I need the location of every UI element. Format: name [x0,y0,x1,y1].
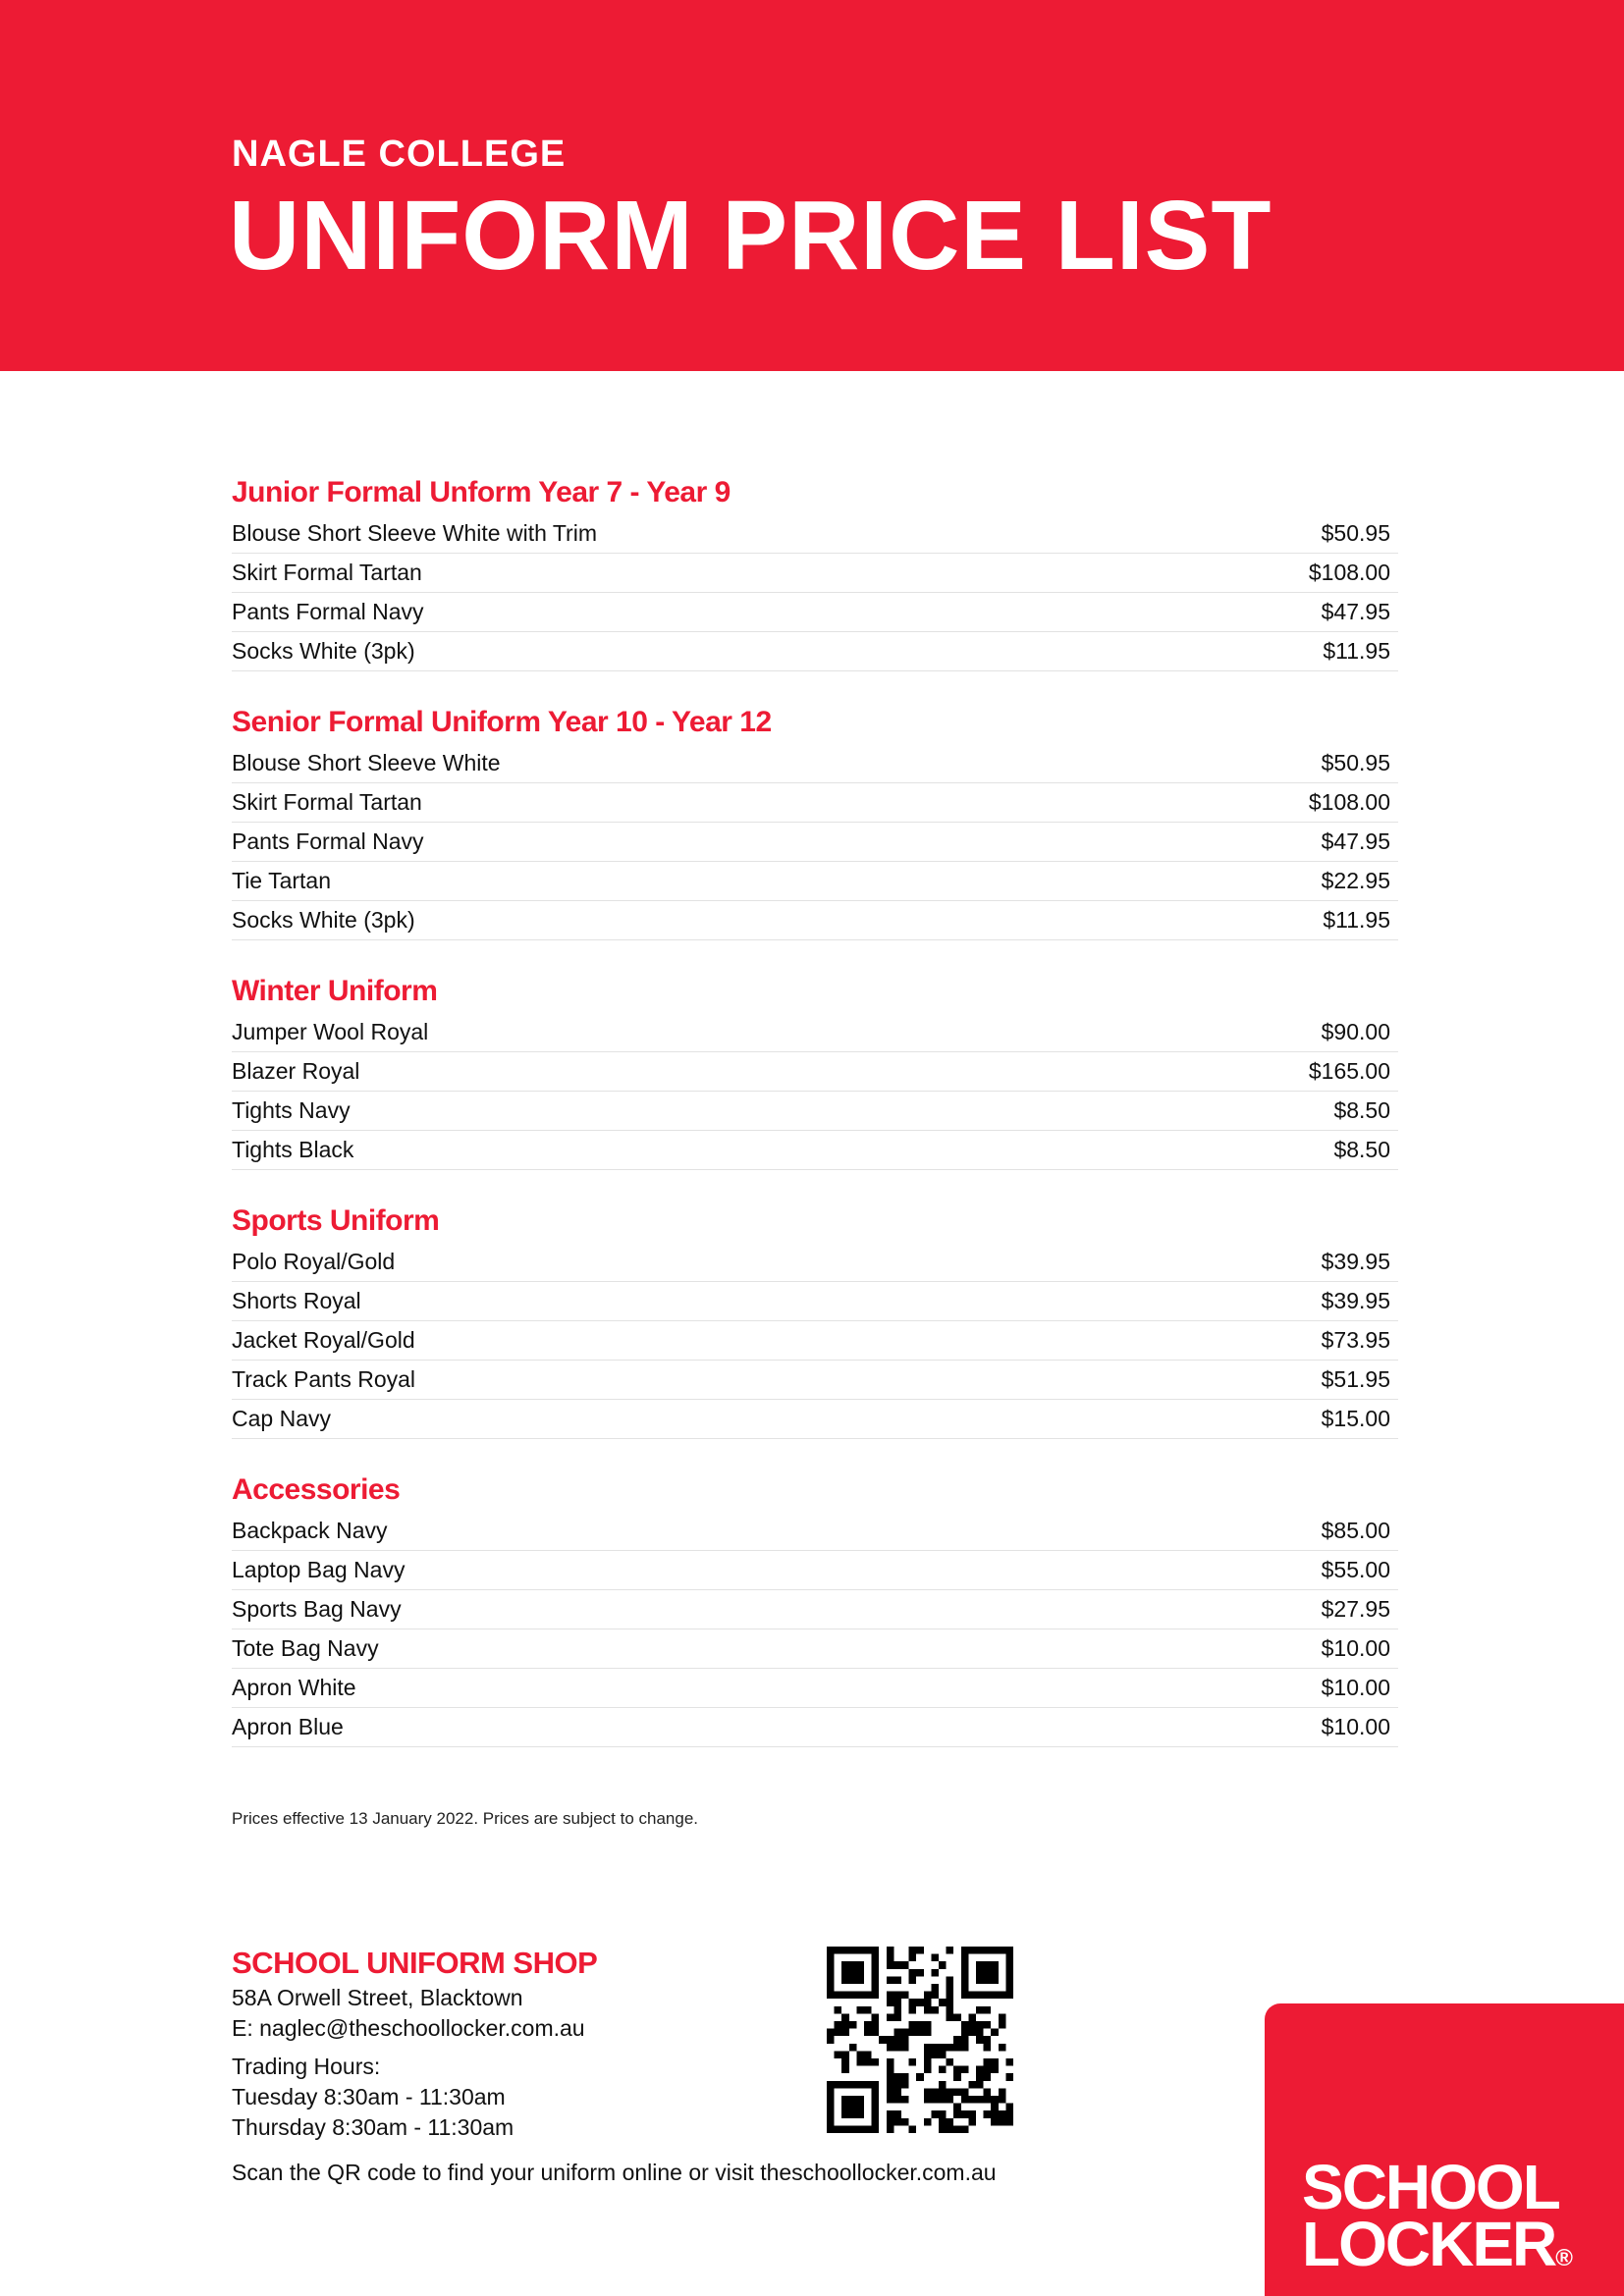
school-name: NAGLE COLLEGE [232,133,567,175]
item-price: $10.00 [1321,1714,1390,1739]
item-price: $11.95 [1323,907,1390,933]
item-price: $39.95 [1321,1288,1390,1313]
price-row [232,783,1398,823]
item-name: Laptop Bag Navy [232,1557,406,1582]
price-row [232,554,1398,593]
price-row [232,1282,1398,1321]
price-row [232,1361,1398,1400]
header-banner [0,0,1624,371]
item-name: Track Pants Royal [232,1366,416,1392]
item-price: $47.95 [1321,599,1390,624]
item-price: $10.00 [1321,1675,1390,1700]
item-price: $90.00 [1321,1019,1390,1044]
price-row [232,632,1398,671]
item-price: $73.95 [1321,1327,1390,1353]
price-row [232,593,1398,632]
price-section [232,471,1398,671]
item-price: $165.00 [1308,1058,1390,1084]
item-price: $50.95 [1321,520,1390,546]
price-row [232,1321,1398,1361]
item-name: Shorts Royal [232,1288,361,1313]
item-price: $8.50 [1333,1097,1390,1123]
item-price: $10.00 [1321,1635,1390,1661]
section-title: Winter Uniform [232,975,438,1007]
price-row [232,823,1398,862]
price-row [232,514,1398,554]
price-row [232,744,1398,783]
item-price: $108.00 [1308,789,1390,815]
section-title: Junior Formal Unform Year 7 - Year 9 [232,476,731,508]
item-price: $11.95 [1323,638,1390,664]
item-name: Tights Navy [232,1097,351,1123]
item-name: Jumper Wool Royal [232,1019,429,1044]
shop-email[interactable]: E: naglec@theschoollocker.com.au [232,2015,585,2041]
registered-mark: ® [1555,2245,1571,2271]
item-name: Tights Black [232,1137,354,1162]
price-row [232,1013,1398,1052]
item-price: $85.00 [1321,1518,1390,1543]
item-name: Skirt Formal Tartan [232,560,422,585]
item-price: $50.95 [1321,750,1390,775]
price-row [232,1551,1398,1590]
item-price: $47.95 [1321,828,1390,854]
item-name: Blouse Short Sleeve White with Trim [232,520,597,546]
item-name: Tie Tartan [232,868,331,893]
item-price: $39.95 [1321,1249,1390,1274]
scan-instructions: Scan the QR code to find your uniform online or visit theschoollocker.com.au [232,2160,997,2185]
qr-code-icon[interactable] [827,1947,1013,2133]
item-price: $55.00 [1321,1557,1390,1582]
item-name: Polo Royal/Gold [232,1249,396,1274]
item-name: Pants Formal Navy [232,828,424,854]
price-list [232,471,1398,1777]
item-name: Socks White (3pk) [232,907,415,933]
shop-title: SCHOOL UNIFORM SHOP [232,1946,598,1980]
item-name: Skirt Formal Tartan [232,789,422,815]
price-row [232,1400,1398,1439]
item-name: Apron Blue [232,1714,344,1739]
item-name: Sports Bag Navy [232,1596,402,1622]
price-section [232,970,1398,1170]
item-name: Jacket Royal/Gold [232,1327,415,1353]
item-price: $8.50 [1333,1137,1390,1162]
item-name: Cap Navy [232,1406,331,1431]
price-row [232,1590,1398,1629]
price-row [232,862,1398,901]
price-row [232,1512,1398,1551]
price-row [232,1629,1398,1669]
item-price: $108.00 [1308,560,1390,585]
page-title: UNIFORM PRICE LIST [229,181,1272,291]
item-price: $15.00 [1321,1406,1390,1431]
price-row [232,1131,1398,1170]
item-name: Pants Formal Navy [232,599,424,624]
item-name: Blouse Short Sleeve White [232,750,501,775]
shop-address: 58A Orwell Street, Blacktown [232,1985,523,2010]
item-name: Socks White (3pk) [232,638,415,664]
item-price: $27.95 [1321,1596,1390,1622]
section-title: Senior Formal Uniform Year 10 - Year 12 [232,706,772,738]
item-price: $51.95 [1321,1366,1390,1392]
price-section [232,1468,1398,1747]
price-section [232,1200,1398,1439]
school-locker-logo [1265,2003,1624,2296]
price-section [232,701,1398,940]
item-name: Tote Bag Navy [232,1635,379,1661]
item-price: $22.95 [1321,868,1390,893]
price-row [232,1052,1398,1092]
section-title: Sports Uniform [232,1204,440,1237]
price-row [232,1669,1398,1708]
price-row [232,901,1398,940]
logo-wordmark [1302,2152,1571,2287]
item-name: Apron White [232,1675,356,1700]
price-row [232,1243,1398,1282]
item-name: Backpack Navy [232,1518,388,1543]
logo-line-1: SCHOOL [1302,2152,1559,2222]
item-name: Blazer Royal [232,1058,360,1084]
trading-hours-label: Trading Hours: [232,2054,381,2079]
section-title: Accessories [232,1473,401,1506]
price-row [232,1092,1398,1131]
price-row [232,1708,1398,1747]
logo-line-2: LOCKER [1302,2209,1556,2279]
trading-hours-tuesday: Tuesday 8:30am - 11:30am [232,2084,506,2109]
trading-hours-thursday: Thursday 8:30am - 11:30am [232,2114,514,2140]
price-note: Prices effective 13 January 2022. Prices are subject to change. [232,1809,699,1828]
